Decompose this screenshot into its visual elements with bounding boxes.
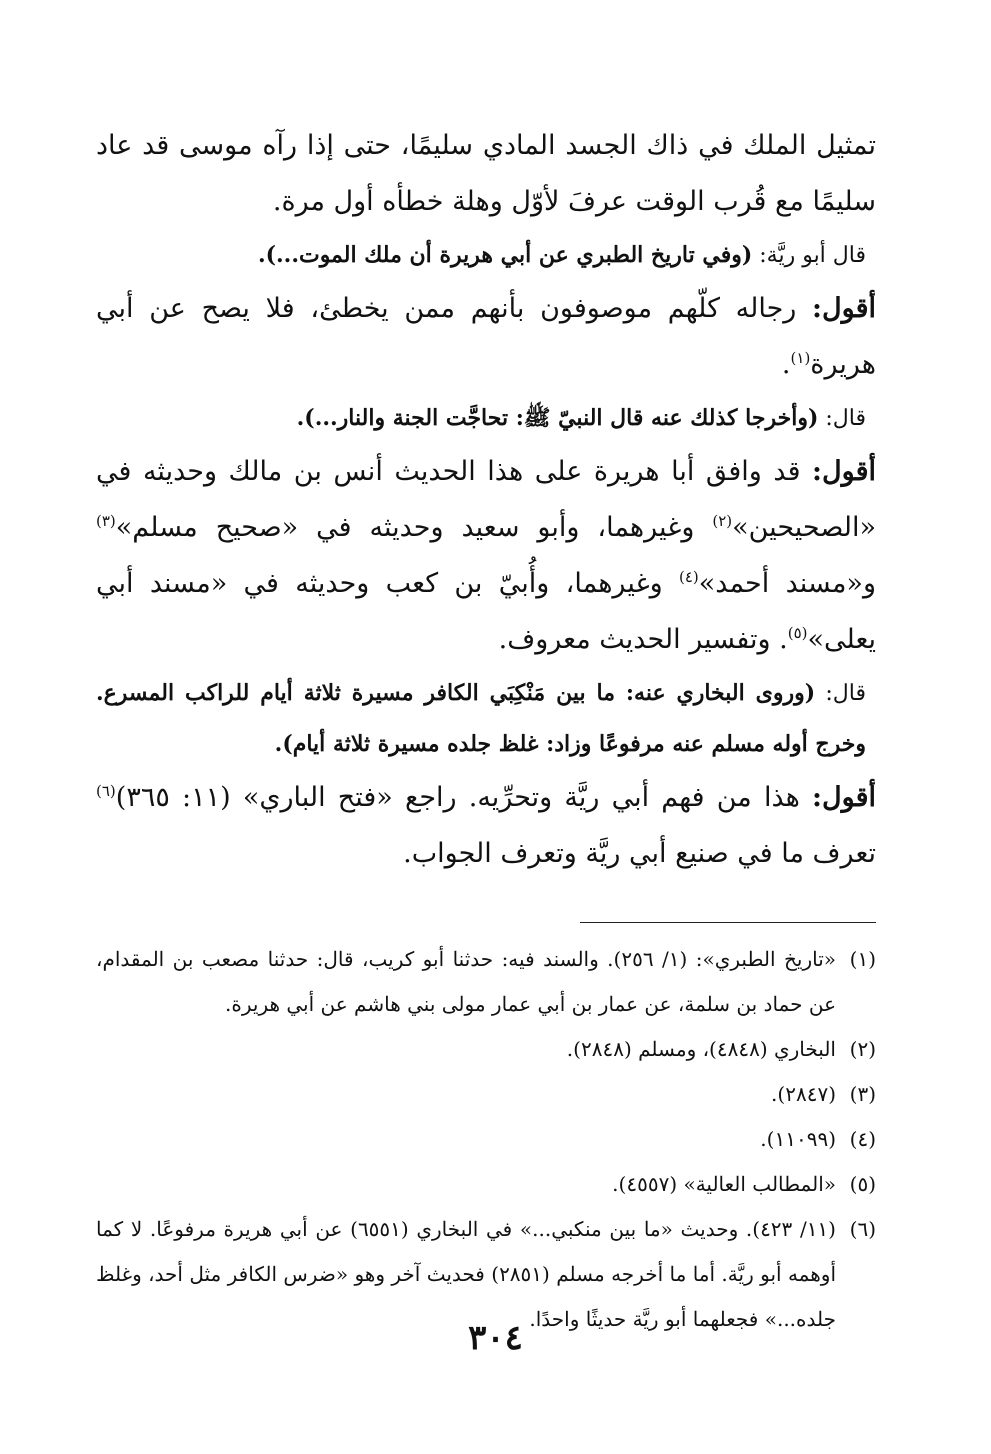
reply-3-label: أقول: (812, 782, 876, 813)
reply-2-label: أقول: (812, 456, 876, 487)
reply-2-text-a: قد وافق أبا هريرة على هذا الحديث أنس بن مالك وحديثه في «الصحيحين» (96, 456, 876, 543)
footnote-2 (96, 1027, 876, 1072)
quote-2 (96, 393, 876, 444)
footnote-number: (٥) (849, 1172, 876, 1196)
reply-2-text-e: . وتفسير الحديث معروف. (498, 624, 788, 655)
reply-1-end: . (781, 349, 791, 380)
footnote-text: (٢٨٤٧). (771, 1082, 836, 1106)
footnote-text: البخاري (٤٨٤٨)، ومسلم (٢٨٤٨). (566, 1037, 836, 1061)
footnote-ref-1: (١) (790, 349, 811, 367)
reply-2-text-d: وغيرهما، وأُبيّ بن كعب وحديثه في «مسند أبي يعلى» (96, 568, 876, 655)
reply-3-text-a: هذا من فهم أبي ريَّة وتحرِّيه. راجع «فتح الباري» (١١: ٣٦٥) (115, 782, 800, 813)
footnote-ref-4: (٤) (678, 568, 699, 586)
quote-2-text: (وأخرجا كذلك عنه قال النبيّ ﷺ: تحاجَّت الجنة والنار...). (296, 405, 819, 431)
footnote-separator (580, 922, 876, 923)
footnote-ref-6: (٦) (96, 782, 116, 800)
footnotes (96, 937, 876, 1342)
quote-1-text: (وفي تاريخ الطبري عن أبي هريرة أن ملك الموت...). (257, 242, 753, 268)
footnote-text: «تاريخ الطبري»: (١/ ٢٥٦). والسند فيه: حدثنا أبو كريب، قال: حدثنا مصعب بن المقدام، عن حماد بن سلمة، عن عمار بن أبي عمار مولى بني هاشم عن أبي هريرة. (96, 947, 836, 1016)
footnote-number: (١) (849, 947, 876, 971)
reply-3-text-b: تعرف ما في صنيع أبي ريَّة وتعرف الجواب. (403, 838, 876, 869)
footnote-ref-2: (٢) (712, 512, 733, 530)
footnote-3 (96, 1072, 876, 1117)
footnote-text: «المطالب العالية» (٤٥٥٧). (612, 1172, 836, 1196)
reply-1-text: رجاله كلّهم موصوفون بأنهم ممن يخطئ، فلا يصح عن أبي هريرة (96, 293, 876, 380)
quote-1-label: قال أبو ريَّة: (759, 243, 866, 268)
reply-3 (96, 770, 876, 882)
reply-2-text-b: وغيرهما، وأبو سعيد وحديثه في «صحيح مسلم» (115, 512, 713, 543)
footnote-separator-wrap (96, 882, 876, 937)
page-number: ٣٠٤ (468, 1318, 523, 1358)
footnote-text: (١١/ ٤٢٣). وحديث «ما بين منكبي...» في البخاري (٦٥٥١) عن أبي هريرة مرفوعًا. لا كما أوهمه أبو ريَّة. أما ما أخرجه مسلم (٢٨٥١) فحديث آخر وهو «ضرس الكافر مثل أحد، وغلظ جلده...» فجعلهما أبو ريَّة حديثًا واحدًا. (96, 1217, 837, 1331)
footnote-number: (٢) (849, 1037, 876, 1061)
reply-2-text-c: و«مسند أحمد» (698, 568, 876, 599)
quote-3-label: قال: (825, 681, 866, 706)
footnote-number: (٤) (849, 1127, 876, 1151)
footnote-5 (96, 1162, 876, 1207)
footnote-4 (96, 1117, 876, 1162)
footnote-number: (٦) (849, 1217, 876, 1241)
quote-1 (96, 230, 876, 281)
reply-1-label: أقول: (812, 293, 876, 324)
reply-1 (96, 281, 876, 393)
reply-2 (96, 444, 876, 668)
footnote-ref-5: (٥) (787, 624, 808, 642)
footnote-number: (٣) (849, 1082, 876, 1106)
quote-2-label: قال: (825, 406, 866, 431)
main-text (96, 118, 876, 882)
quote-3-text: (وروى البخاري عنه: ما بين مَنْكِبَي الكافر مسيرة ثلاثة أيام للراكب المسرع. وخرج أوله مسلم عنه مرفوعًا وزاد: غلظ جلده مسيرة ثلاثة أيام). (96, 680, 866, 757)
footnote-1 (96, 937, 876, 1027)
footnote-ref-3: (٣) (96, 512, 116, 530)
paragraph-1: تمثيل الملك في ذاك الجسد المادي سليمًا، حتى إذا رآه موسى قد عاد سليمًا مع قُرب الوقت عرفَ لأوّل وهلة خطأه أول مرة. (96, 130, 876, 217)
quote-3 (96, 668, 876, 770)
footnote-text: (١١٠٩٩). (760, 1127, 836, 1151)
